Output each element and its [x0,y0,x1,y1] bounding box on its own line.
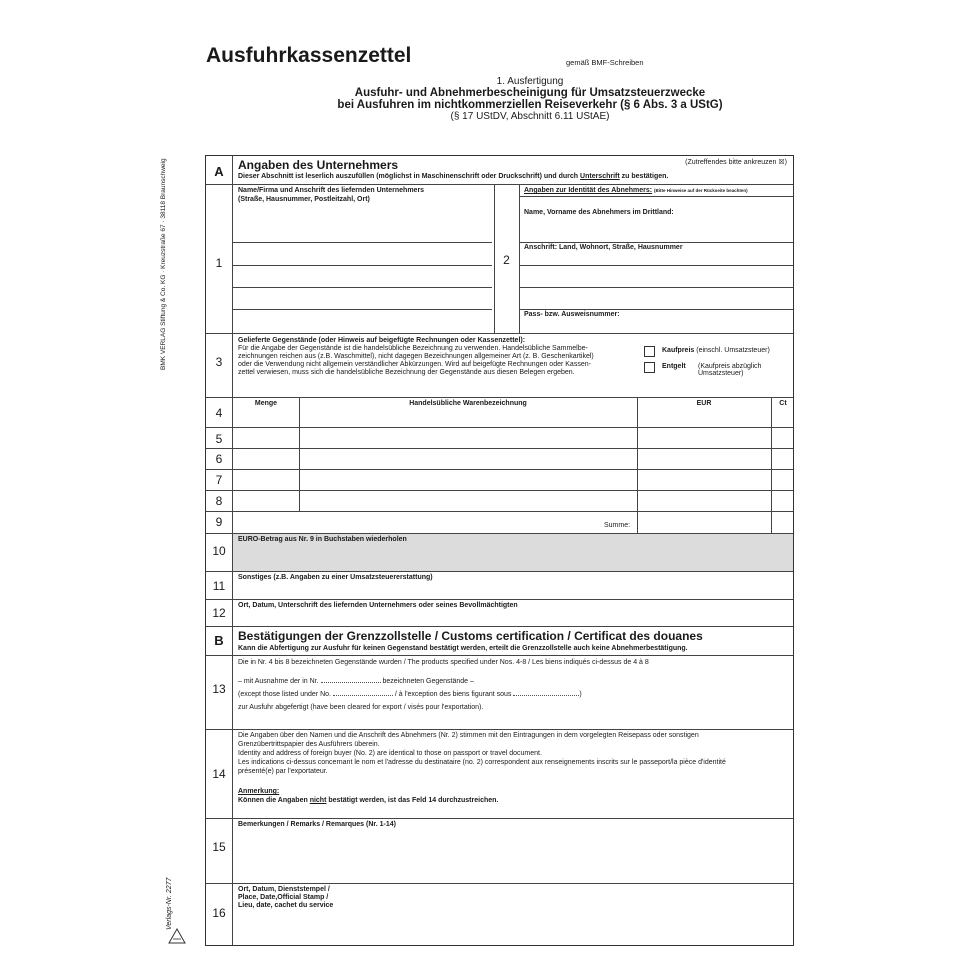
instruction-text-a: Dieser Abschnitt ist leserlich auszufüllen (möglichst in Maschinenschrift oder Druckschrift) und durch [238,173,581,180]
field-13-text-3 [238,689,582,700]
divider [206,469,793,470]
heading-line-1: Ausfuhr- und Abnehmerbescheinigung für Umsatzsteuerzwecke [354,87,706,99]
publisher-logo-icon [168,928,186,944]
divider [520,242,793,243]
row-number-5: 5 [215,432,223,446]
row-number-2: 2 [503,253,510,267]
field-1-label: Name/Firma und Anschrift des liefernden Unternehmers [238,187,425,194]
field-13-except-input[interactable] [333,689,393,696]
col-ct: Ct [779,400,787,407]
field-2-name-label: Name, Vorname des Abnehmers im Drittland: [524,209,674,216]
field-13-text-2 [238,676,474,687]
field-11-label: Sonstiges (z.B. Angaben zu einer Umsatzsteuererstattung) [238,574,433,581]
form-grid [205,155,794,946]
field-14-text-6u: nicht [309,797,327,804]
page-title: Ausfuhrkassenzettel [206,44,412,67]
field-13-sauf-input[interactable] [513,689,582,698]
section-a-letter: A [214,164,224,179]
divider [206,490,793,491]
field-15-label: Bemerkungen / Remarks / Remarques (Nr. 1-14) [238,821,396,828]
divider [771,397,772,533]
heading-line-3: (§ 17 UStDV, Abschnitt 6.11 UStAE) [450,111,610,122]
field-16-line-1: Ort, Datum, Dienststempel / [238,886,330,893]
field-14-remark: Anmerkung: [238,788,280,795]
divider [206,511,793,512]
row-number-9: 9 [215,515,223,529]
field-13-text-3b: / à l'exception des biens figurant sous [394,691,512,698]
field-3-label: Gelieferte Gegenstände (oder Hinweis auf beigefügte Rechnungen oder Kassenzettel): [238,337,526,344]
entgelt-note-2: Umsatzsteuer) [698,370,744,377]
field-2-address-label: Anschrift: Land, Wohnort, Straße, Hausnummer [524,244,683,251]
kaufpreis-checkbox[interactable] [644,346,655,357]
kaufpreis-note: (einschl. Umsatzsteuer) [696,347,770,354]
field-13-text-2b: bezeichneten Gegenstände – [382,678,474,685]
instruction-text-b: zu bestätigen. [619,173,669,180]
field-3-text-1: Für die Angabe der Gegenstände ist die handelsübliche Bezeichnung zu verwenden. Handelsübliche Sammelbe- [238,345,588,352]
field-10-label: EURO-Betrag aus Nr. 9 in Buchstaben wiederholen [238,536,407,543]
section-a-note: (Zutreffendes bitte ankreuzen ☒) [685,159,787,166]
col-warenbezeichnung: Handelsübliche Warenbezeichnung [409,400,527,407]
field-14-text-5: présenté(e) par l'exportateur. [238,768,328,775]
field-14-text-6a: Können die Angaben [238,797,310,804]
row-number-13: 13 [212,682,226,696]
heading-line-2: bei Ausfuhren im nichtkommerziellen Reiseverkehr (§ 6 Abs. 3 a UStG) [337,99,723,111]
field-12-label: Ort, Datum, Unterschrift des liefernden Unternehmers oder seines Bevollmächtigten [238,602,518,609]
field-14-text-4: Les indications ci-dessus concernant le nom et l'adresse du destinataire (no. 2) correspondent aux renseignements inscrits sur le passeport/la pièce d'identité [238,759,726,766]
order-number: Verlags-Nr. 2277 [166,877,173,930]
section-b-letter: B [214,633,224,648]
kaufpreis-title: Kaufpreis [662,347,695,354]
divider [206,184,793,185]
field-2-label [524,187,748,196]
field-14-text-2: Grenzübertrittspapier des Ausführers überein. [238,741,380,748]
divider [519,184,520,333]
field-14-text-1: Die Angaben über den Namen und die Anschrift des Abnehmers (Nr. 2) stimmen mit den Eintragungen in dem vorgelegten Reisepass oder sonstigen [238,732,699,739]
row-number-8: 8 [215,494,223,508]
section-a-title: Angaben des Unternehmers [238,158,399,172]
row-number-3: 3 [215,355,223,369]
divider [206,599,793,600]
divider [206,818,793,819]
col-menge: Menge [254,400,278,407]
row-number-1: 1 [215,256,223,270]
row-number-10: 10 [212,544,226,558]
field-13-text-3c: ) [579,691,582,698]
field-14-text-6 [238,797,498,806]
field-2-title: Angaben zur Identität des Abnehmers: [524,187,653,194]
divider [206,729,793,730]
copy-label: 1. Ausfertigung [496,76,564,87]
field-16-line-2: Place, Date,Official Stamp / [238,894,329,901]
divider [206,397,793,398]
field-13-text-1: Die in Nr. 4 bis 8 bezeichneten Gegenstände wurden / The products specified under Nos. 4-8 / Les biens indiqués ci-dessus de 4 à 8 [238,659,649,666]
section-a-instruction [238,173,668,182]
field-13-text-2a: – mit Ausnahme der in Nr. [238,678,319,685]
divider [206,626,793,627]
row-number-14: 14 [212,767,226,781]
row-number-11: 11 [212,579,226,593]
divider [299,397,300,512]
kaufpreis-label [662,347,770,356]
bmf-note: gemäß BMF-Schreiben [566,58,644,67]
divider [637,397,638,533]
divider [520,287,793,288]
field-2-hint: (Bitte Hinweise auf der Rückseite beachten) [654,188,748,193]
summe-label: Summe: [604,522,631,529]
divider [520,265,793,266]
field-1-line [233,242,492,243]
field-1-line [233,265,492,266]
col-eur: EUR [696,400,712,407]
row-number-7: 7 [215,473,223,487]
instruction-signature: Unterschrift [580,173,620,180]
divider [520,309,793,310]
divider [206,448,793,449]
field-16-line-3: Lieu, date, cachet du service [238,902,334,909]
field-3-text-4: zettel verwiesen, muss sich die handelsübliche Bezeichnung der Gegenstände aus diesen Belegen ergeben. [238,369,575,376]
row-number-6: 6 [215,452,223,466]
row-number-15: 15 [212,840,226,854]
field-13-text-4: zur Ausfuhr abgefertigt (have been cleared for export / visés pour l'exportation). [238,704,484,711]
section-b-note: Kann die Abfertigung zur Ausfuhr für keinen Gegenstand bestätigt werden, erteilt die Grenzzollstelle auch keine Abnehmerbestätigung. [238,645,688,652]
divider [520,196,793,197]
field-3-text-2: zeichnungen reichen aus (z.B. Waschmittel), nicht dagegen Bezeichnungen allgemeiner Art (z. B. Geschenkartikel) [238,353,594,360]
section-b-title: Bestätigungen der Grenzzollstelle / Customs certification / Certificat des douanes [238,629,703,643]
entgelt-label: Entgelt [662,363,686,370]
field-14-text-6b: bestätigt werden, ist das Feld 14 durchzustreichen. [326,797,499,804]
divider [206,571,793,572]
field-1-line [233,287,492,288]
row-number-12: 12 [212,606,226,620]
publisher-text: BMK VERLAG Stiftung & Co. KG · Kreuzstraße 67 · 38118 Braunschweig [160,158,167,370]
field-14-text-3: Identity and address of foreign buyer (No. 2) are identical to those on passport or travel document. [238,750,542,757]
field-13-exception-input[interactable] [321,676,381,683]
form-heading [240,76,820,122]
divider [206,333,793,334]
field-3-text-3: oder die Verwendung nicht allgemein verständlicher Abkürzungen. Wird auf beigefügte Rechnungen oder Kassen- [238,361,591,368]
entgelt-checkbox[interactable] [644,362,655,373]
field-13-text-3a: (except those listed under No. [238,691,331,698]
field-2-passport-label: Pass- bzw. Ausweisnummer: [524,311,620,318]
entgelt-note-1: (Kaufpreis abzüglich [698,363,762,370]
field-1-line [233,309,492,310]
field-1-sub: (Straße, Hausnummer, Postleitzahl, Ort) [238,196,370,203]
row-number-16: 16 [212,906,226,920]
row-number-4: 4 [215,406,223,420]
divider [206,655,793,656]
divider [206,883,793,884]
divider [206,427,793,428]
